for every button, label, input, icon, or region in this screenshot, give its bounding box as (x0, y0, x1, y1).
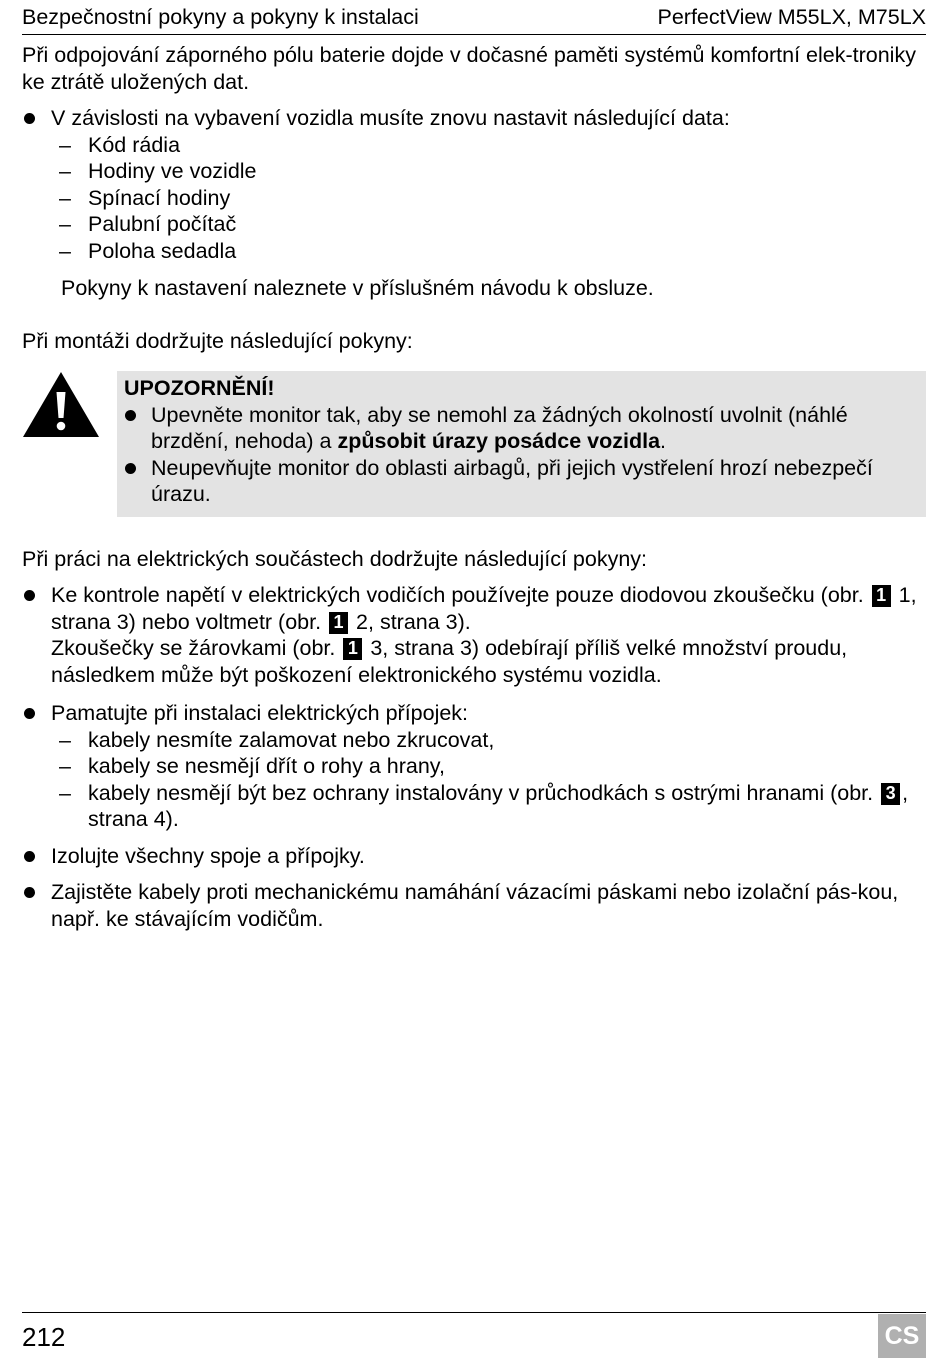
electrical-bullet: Izolujte všechny spoje a přípojky. (22, 843, 926, 870)
reset-item: – Poloha sedadla (22, 238, 926, 265)
figure-ref-badge: 1 (343, 638, 362, 660)
electrical-bullet: Ke kontrole napětí v elektrických vodičích používejte pouze diodovou zkoušečku (obr. 1 1, strana 3) nebo voltmetr (obr. 1 2, strana 3). Zkoušečky se žárovkami (obr. 1 3, strana 3) odebírají příliš velké množství proudu, následkem může být poškození elektronického systému vozidla. (22, 582, 926, 688)
footer-divider (22, 1312, 926, 1313)
mounting-heading: Při montáži dodržujte následující pokyny: (22, 329, 413, 353)
cable-rule: – kabely se nesmějí dřít o rohy a hrany, (22, 753, 926, 780)
page-number: 212 (22, 1322, 66, 1352)
reset-lead: V závislosti na vybavení vozidla musíte znovu nastavit následující data: (51, 106, 730, 130)
figure-ref-badge: 1 (329, 612, 348, 634)
reset-item: – Spínací hodiny (22, 185, 926, 212)
figure-ref-badge: 3 (881, 783, 900, 805)
warning-emphasis: způsobit úrazy posádce vozidla (337, 429, 661, 453)
electrical-bullet: Pamatujte při instalaci elektrických přípojek: (22, 700, 926, 727)
reset-section (22, 105, 926, 302)
intro-paragraph (22, 42, 926, 95)
cable-rule: – kabely nesmějí být bez ochrany instalovány v průchodkách s ostrými hranami (obr. 3 , strana 4). (22, 780, 926, 833)
product-title: PerfectView M55LX, M75LX (657, 4, 926, 29)
electrical-section (22, 582, 926, 932)
warning-box (117, 371, 926, 517)
reset-item: – Hodiny ve vozidle (22, 158, 926, 185)
warning-item: Upevněte monitor tak, aby se nemohl za žádných okolností uvolnit (náhlé brzdění, nehoda) a způsobit úrazy posádce vozidla. (124, 402, 918, 455)
reset-item: – Palubní počítač (22, 211, 926, 238)
warning-item: Neupevňujte monitor do oblasti airbagů, při jejich vystřelení hrozí nebezpečí úrazu. (124, 455, 918, 508)
intro-text: Při odpojování záporného pólu baterie dojde v dočasné paměti systémů komfortní elek-troniky ke ztrátě uložených dat. (22, 43, 916, 94)
section-title: Bezpečnostní pokyny a pokyny k instalaci (22, 4, 419, 29)
figure-ref-badge: 1 (872, 585, 891, 607)
warning-title: UPOZORNĚNÍ! (124, 376, 275, 400)
page-header (22, 5, 926, 35)
warning-triangle-icon (22, 370, 100, 440)
cable-rule: – kabely nesmíte zalamovat nebo zkrucovat, (22, 727, 926, 754)
reset-note: Pokyny k nastavení naleznete v příslušném návodu k obsluze. (61, 276, 654, 300)
electrical-heading: Při práci na elektrických součástech dodržujte následující pokyny: (22, 547, 648, 571)
language-badge: CS (878, 1314, 926, 1358)
reset-item: – Kód rádia (22, 132, 926, 159)
reset-bullet (22, 105, 926, 132)
electrical-bullet: Zajistěte kabely proti mechanickému namáhání vázacími páskami nebo izolační pás-kou, např. ke stávajícím vodičům. (22, 879, 926, 932)
